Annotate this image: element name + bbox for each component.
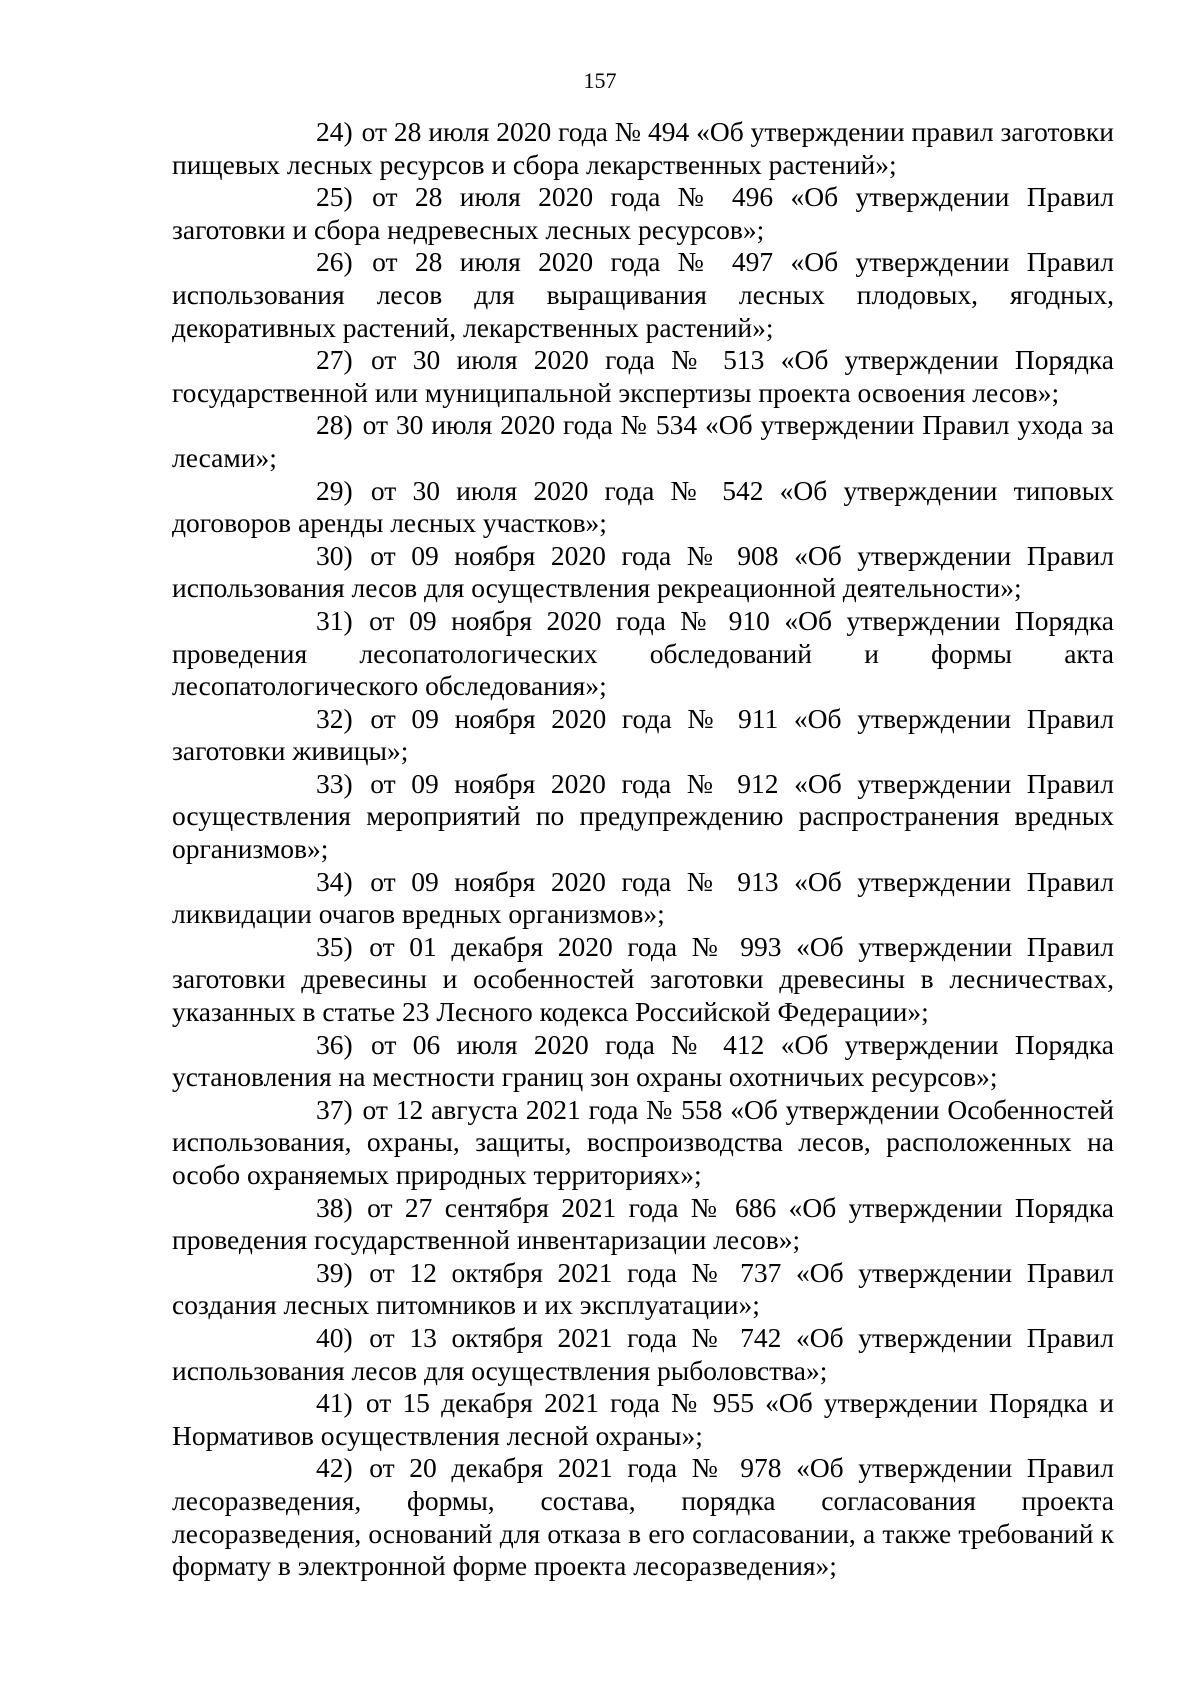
item-number: 40) [316,1321,353,1353]
item-text: от 30 июля 2020 года № 513 «Об утверждении Порядка государственной или муниципальной экспертизы проекта освоения лесов»; [172,344,1115,408]
list-item [172,931,1114,1029]
list-item [172,116,1114,181]
item-text: от 09 ноября 2020 года № 910 «Об утверждении Порядка проведения лесопатологических обследований и формы акта лесопатологического обследования»; [172,604,1114,702]
item-number: 29) [316,474,353,506]
item-number: 42) [316,1452,353,1484]
item-number: 36) [316,1028,353,1060]
document-body [172,116,1114,1583]
item-text: от 12 октября 2021 года № 737 «Об утверждении Правил создания лесных питомников и их эксплуатации»; [172,1256,1114,1321]
item-text: от 09 ноября 2020 года № 912 «Об утверждении Правил осуществления мероприятий по предупреждению распространения вредных организмов»; [172,767,1114,865]
item-number: 26) [316,246,353,278]
item-number: 28) [316,409,353,441]
list-item [172,703,1114,768]
list-item [172,246,1114,344]
list-item [172,181,1114,246]
item-text: от 28 июля 2020 года № 497 «Об утверждении Правил использования лесов для выращивания лесных плодовых, ягодных, декоративных растений, лекарственных растений»; [172,246,1115,343]
list-item [172,1322,1114,1387]
item-number: 24) [316,116,353,147]
item-text: от 20 декабря 2021 года № 978 «Об утверждении Правил лесоразведения, формы, состава, порядка согласования проекта лесоразведения, оснований для отказа в его согласовании, а также требований к формату в электронной форме проекта лесоразведения»; [172,1452,1115,1582]
item-number: 31) [316,604,353,636]
item-number: 38) [316,1191,353,1223]
item-number: 35) [316,930,353,962]
item-text: от 28 июля 2020 года № 496 «Об утверждении Правил заготовки и сбора недревесных лесных ресурсов»; [172,181,1115,245]
item-text: от 15 декабря 2021 года № 955 «Об утверждении Порядка и Нормативов осуществления лесной охраны»; [172,1387,1115,1451]
item-text: от 30 июля 2020 года № 534 «Об утверждении Правил ухода за лесами»; [172,409,1114,473]
list-item [172,344,1114,409]
item-number: 37) [316,1093,353,1125]
item-text: от 09 ноября 2020 года № 911 «Об утверждении Правил заготовки живицы»; [172,702,1115,767]
item-number: 39) [316,1256,353,1288]
list-item [172,1029,1114,1094]
list-item [172,540,1114,605]
item-text: от 30 июля 2020 года № 542 «Об утверждении типовых договоров аренды лесных участков»; [172,474,1114,539]
item-number: 27) [316,344,353,376]
item-text: от 12 августа 2021 года № 558 «Об утверждении Особенностей использования, охраны, защиты, воспроизводства лесов, расположенных на особо охраняемых природных территориях»; [172,1093,1114,1190]
item-text: от 01 декабря 2020 года № 993 «Об утверждении Правил заготовки древесины и особенностей заготовки древесины в лесничествах, указанных в статье 23 Лесного кодекса Российской Федерации»; [172,930,1115,1028]
item-number: 34) [316,865,353,897]
list-item [172,1452,1114,1582]
list-item [172,866,1114,931]
item-text: от 09 ноября 2020 года № 908 «Об утверждении Правил использования лесов для осуществления рекреационной деятельности»; [172,539,1114,604]
list-item [172,1094,1114,1192]
list-item [172,605,1114,703]
item-text: от 13 октября 2021 года № 742 «Об утверждении Правил использования лесов для осуществления рыболовства»; [172,1321,1114,1386]
list-item [172,409,1114,474]
item-number: 30) [316,539,353,571]
list-item [172,475,1114,540]
list-item [172,1387,1114,1452]
list-item [172,768,1114,866]
item-text: от 28 июля 2020 года № 494 «Об утверждении правил заготовки пищевых лесных ресурсов и сбора лекарственных растений»; [172,116,1115,180]
list-item [172,1257,1114,1322]
item-text: от 27 сентября 2021 года № 686 «Об утверждении Порядка проведения государственной инвентаризации лесов»; [172,1191,1114,1256]
item-text: от 09 ноября 2020 года № 913 «Об утверждении Правил ликвидации очагов вредных организмов»; [172,865,1114,930]
item-number: 33) [316,767,353,799]
item-number: 32) [316,702,353,734]
page-number: 157 [583,68,617,93]
item-number: 41) [316,1387,353,1419]
item-text: от 06 июля 2020 года № 412 «Об утверждении Порядка установления на местности границ зон охраны охотничьих ресурсов»; [172,1028,1115,1093]
item-number: 25) [316,181,353,213]
list-item [172,1192,1114,1257]
